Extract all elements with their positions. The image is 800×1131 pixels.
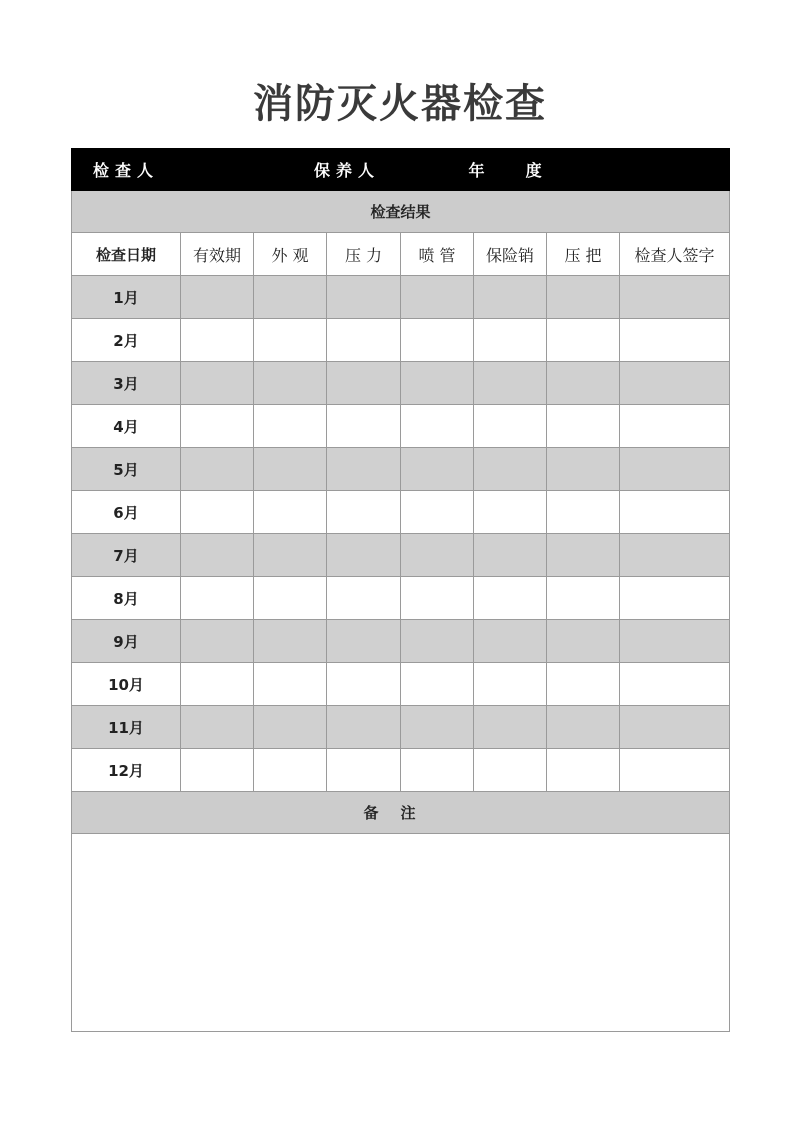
nozzle-cell[interactable] (401, 405, 474, 448)
safety-pin-cell[interactable] (474, 319, 547, 362)
month-label: 6月 (72, 491, 181, 534)
handle-cell[interactable] (547, 276, 620, 319)
pressure-cell[interactable] (327, 663, 401, 706)
handle-cell[interactable] (547, 749, 620, 792)
month-label: 12月 (72, 749, 181, 792)
appearance-cell[interactable] (254, 276, 327, 319)
appearance-cell[interactable] (254, 749, 327, 792)
validity-cell[interactable] (181, 319, 254, 362)
nozzle-cell[interactable] (401, 577, 474, 620)
appearance-cell[interactable] (254, 405, 327, 448)
pressure-cell[interactable] (327, 276, 401, 319)
appearance-cell[interactable] (254, 362, 327, 405)
nozzle-cell[interactable] (401, 620, 474, 663)
month-label: 7月 (72, 534, 181, 577)
appearance-cell[interactable] (254, 319, 327, 362)
handle-cell[interactable] (547, 706, 620, 749)
month-label: 3月 (72, 362, 181, 405)
safety-pin-cell[interactable] (474, 405, 547, 448)
validity-cell[interactable] (181, 749, 254, 792)
safety-pin-cell[interactable] (474, 663, 547, 706)
nozzle-cell[interactable] (401, 362, 474, 405)
month-label: 5月 (72, 448, 181, 491)
appearance-cell[interactable] (254, 663, 327, 706)
safety-pin-cell[interactable] (474, 362, 547, 405)
pressure-cell[interactable] (327, 319, 401, 362)
column-header-safety-pin: 保险销 (474, 233, 547, 276)
month-label: 11月 (72, 706, 181, 749)
signature-cell[interactable] (620, 448, 730, 491)
handle-cell[interactable] (547, 577, 620, 620)
column-header-date: 检查日期 (72, 233, 181, 276)
month-row (72, 534, 730, 577)
safety-pin-cell[interactable] (474, 749, 547, 792)
validity-cell[interactable] (181, 405, 254, 448)
remarks-area[interactable] (72, 834, 730, 1032)
appearance-cell[interactable] (254, 534, 327, 577)
month-label: 2月 (72, 319, 181, 362)
results-section-row (72, 191, 730, 233)
signature-cell[interactable] (620, 405, 730, 448)
month-row (72, 276, 730, 319)
handle-cell[interactable] (547, 448, 620, 491)
column-header-validity: 有效期 (181, 233, 254, 276)
inspector-field[interactable] (181, 149, 254, 191)
handle-cell[interactable] (547, 405, 620, 448)
safety-pin-cell[interactable] (474, 577, 547, 620)
pressure-cell[interactable] (327, 577, 401, 620)
month-row (72, 663, 730, 706)
column-header-signature: 检查人签字 (620, 233, 730, 276)
handle-cell[interactable] (547, 362, 620, 405)
month-row (72, 448, 730, 491)
month-row (72, 319, 730, 362)
signature-cell[interactable] (620, 706, 730, 749)
safety-pin-cell[interactable] (474, 448, 547, 491)
column-header-row (72, 233, 730, 276)
validity-cell[interactable] (181, 362, 254, 405)
year-field[interactable] (620, 149, 730, 191)
month-label: 8月 (72, 577, 181, 620)
nozzle-cell[interactable] (401, 706, 474, 749)
column-header-handle: 压 把 (547, 233, 620, 276)
month-row (72, 362, 730, 405)
inspector-label: 检查人 (72, 149, 181, 191)
remarks-area-row (72, 834, 730, 1032)
remarks-header-row (72, 792, 730, 834)
handle-cell[interactable] (547, 491, 620, 534)
pressure-cell[interactable] (327, 620, 401, 663)
month-row (72, 749, 730, 792)
safety-pin-cell[interactable] (474, 276, 547, 319)
validity-cell[interactable] (181, 577, 254, 620)
signature-cell[interactable] (620, 663, 730, 706)
nozzle-cell[interactable] (401, 663, 474, 706)
signature-cell[interactable] (620, 534, 730, 577)
validity-cell[interactable] (181, 663, 254, 706)
safety-pin-cell[interactable] (474, 620, 547, 663)
column-header-nozzle: 喷 管 (401, 233, 474, 276)
validity-cell[interactable] (181, 276, 254, 319)
nozzle-cell[interactable] (401, 491, 474, 534)
header-row (72, 149, 730, 191)
validity-cell[interactable] (181, 448, 254, 491)
validity-cell[interactable] (181, 706, 254, 749)
pressure-cell[interactable] (327, 448, 401, 491)
page-title: 消防灭火器检查 (253, 81, 547, 127)
nozzle-cell[interactable] (401, 276, 474, 319)
signature-cell[interactable] (620, 620, 730, 663)
signature-cell[interactable] (620, 319, 730, 362)
safety-pin-cell[interactable] (474, 491, 547, 534)
signature-cell[interactable] (620, 276, 730, 319)
signature-cell[interactable] (620, 577, 730, 620)
pressure-cell[interactable] (327, 706, 401, 749)
appearance-cell[interactable] (254, 620, 327, 663)
month-label: 10月 (72, 663, 181, 706)
nozzle-cell[interactable] (401, 749, 474, 792)
validity-cell[interactable] (181, 491, 254, 534)
inspection-form-table (71, 148, 730, 1032)
nozzle-cell[interactable] (401, 534, 474, 577)
year-label: 年 度 (401, 149, 620, 191)
pressure-cell[interactable] (327, 362, 401, 405)
safety-pin-cell[interactable] (474, 534, 547, 577)
month-row (72, 577, 730, 620)
pressure-cell[interactable] (327, 534, 401, 577)
nozzle-cell[interactable] (401, 319, 474, 362)
month-row (72, 706, 730, 749)
validity-cell[interactable] (181, 534, 254, 577)
nozzle-cell[interactable] (401, 448, 474, 491)
signature-cell[interactable] (620, 491, 730, 534)
column-header-pressure: 压 力 (327, 233, 401, 276)
appearance-cell[interactable] (254, 577, 327, 620)
validity-cell[interactable] (181, 620, 254, 663)
month-label: 9月 (72, 620, 181, 663)
appearance-cell[interactable] (254, 706, 327, 749)
maintainer-label: 保养人 (254, 149, 401, 191)
handle-cell[interactable] (547, 319, 620, 362)
month-row (72, 405, 730, 448)
handle-cell[interactable] (547, 534, 620, 577)
signature-cell[interactable] (620, 749, 730, 792)
pressure-cell[interactable] (327, 405, 401, 448)
handle-cell[interactable] (547, 620, 620, 663)
month-row (72, 620, 730, 663)
pressure-cell[interactable] (327, 491, 401, 534)
month-label: 1月 (72, 276, 181, 319)
column-header-appearance: 外 观 (254, 233, 327, 276)
appearance-cell[interactable] (254, 491, 327, 534)
handle-cell[interactable] (547, 663, 620, 706)
month-label: 4月 (72, 405, 181, 448)
results-section-title: 检查结果 (72, 191, 730, 233)
remarks-label: 备注 (72, 792, 730, 834)
signature-cell[interactable] (620, 362, 730, 405)
safety-pin-cell[interactable] (474, 706, 547, 749)
pressure-cell[interactable] (327, 749, 401, 792)
appearance-cell[interactable] (254, 448, 327, 491)
month-row (72, 491, 730, 534)
